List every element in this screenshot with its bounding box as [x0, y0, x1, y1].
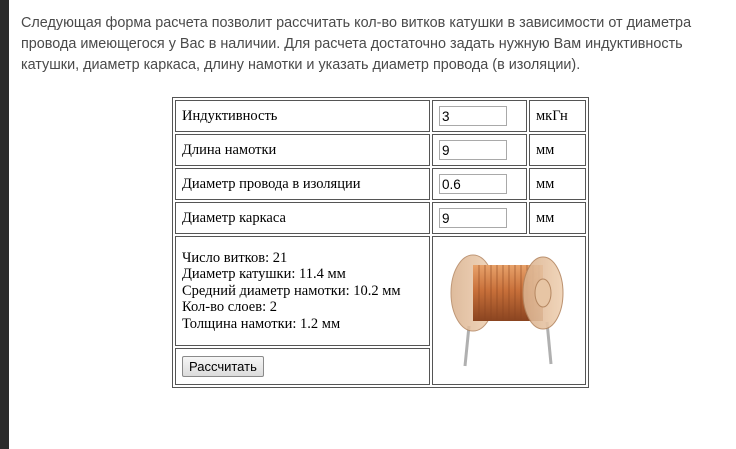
- page-edge-bar: [0, 0, 9, 449]
- form-row-frame-diameter: [175, 202, 586, 234]
- frame-diameter-unit: мм: [529, 202, 586, 234]
- result-coil-diameter: Диаметр катушки: 11.4 мм: [182, 266, 346, 283]
- frame-diameter-label: Диаметр каркаса: [175, 202, 430, 234]
- form-row-inductance: [175, 100, 586, 132]
- calculate-button[interactable]: Рассчитать: [182, 356, 264, 377]
- inductance-label: Индуктивность: [175, 100, 430, 132]
- winding-length-input[interactable]: [439, 140, 507, 160]
- inductance-unit: мкГн: [529, 100, 586, 132]
- form-row-winding-length: [175, 134, 586, 166]
- result-turns: Число витков: 21: [182, 249, 288, 266]
- result-layers: Кол-во слоев: 2: [182, 299, 277, 316]
- coil-image: [432, 236, 586, 385]
- inductance-input[interactable]: [439, 106, 507, 126]
- wire-diameter-unit: мм: [529, 168, 586, 200]
- results-panel: [175, 236, 430, 346]
- intro-text: Следующая форма расчета позволит рассчитать кол-во витков катушки в зависимости от диаметра провода имеющегося у Вас в наличии. Для расчета достаточно задать нужную Вам индуктивность катушки, диаметр каркаса, длину намотки и указать диаметр провода (в изоляции).: [21, 15, 692, 73]
- result-mean-diameter: Средний диаметр намотки: 10.2 мм: [182, 282, 401, 299]
- form-row-wire-diameter: [175, 168, 586, 200]
- coil-calculator-form: [172, 97, 589, 388]
- wire-diameter-input[interactable]: [439, 174, 507, 194]
- winding-length-unit: мм: [529, 134, 586, 166]
- wire-diameter-label: Диаметр провода в изоляции: [175, 168, 430, 200]
- copper-coil-icon: [439, 238, 579, 378]
- winding-length-label: Длина намотки: [175, 134, 430, 166]
- result-thickness: Толщина намотки: 1.2 мм: [182, 315, 341, 332]
- frame-diameter-input[interactable]: [439, 208, 507, 228]
